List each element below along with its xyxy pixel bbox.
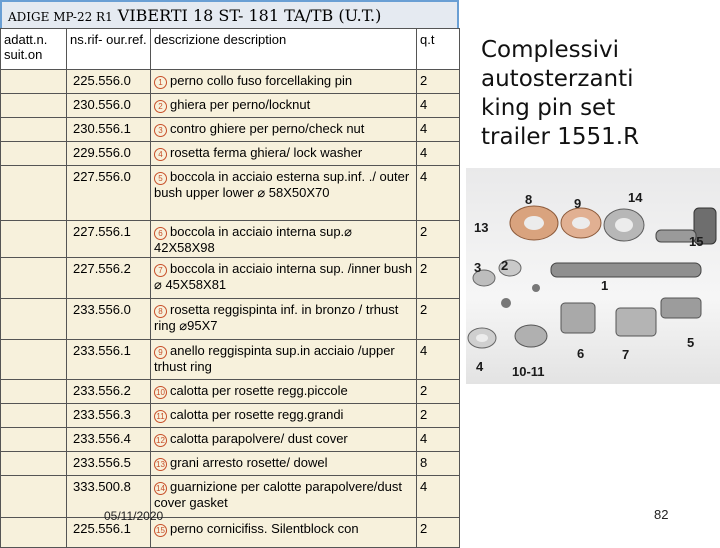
photo-label: 1 bbox=[601, 278, 609, 293]
description-text: rosetta ferma ghiera/ lock washer bbox=[170, 145, 363, 161]
table-row bbox=[1, 299, 460, 339]
table-row bbox=[1, 118, 460, 142]
description-cell bbox=[151, 221, 417, 258]
page-number: 82 bbox=[654, 507, 669, 522]
suit-cell bbox=[1, 166, 67, 221]
suit-cell bbox=[1, 118, 67, 142]
description-cell bbox=[151, 70, 417, 94]
suit-cell bbox=[1, 70, 67, 94]
description-cell bbox=[151, 142, 417, 166]
qty-cell: 2 bbox=[417, 403, 460, 427]
item-number-badge: 13 bbox=[154, 458, 167, 471]
ref-code-cell: 333.500.8 bbox=[67, 475, 151, 517]
suit-cell bbox=[1, 427, 67, 451]
photo-label: 14 bbox=[628, 190, 643, 205]
table-row bbox=[1, 475, 460, 517]
description-cell bbox=[151, 299, 417, 339]
suit-cell bbox=[1, 258, 67, 299]
table-row bbox=[1, 451, 460, 475]
table-row bbox=[1, 379, 460, 403]
table-row bbox=[1, 339, 460, 379]
qty-cell: 4 bbox=[417, 142, 460, 166]
photo-label: 7 bbox=[622, 347, 630, 362]
suit-cell bbox=[1, 94, 67, 118]
photo-label: 8 bbox=[525, 192, 533, 207]
table-row bbox=[1, 142, 460, 166]
side-title bbox=[481, 36, 716, 152]
header-suit: adatt.n. suit.on bbox=[1, 29, 67, 70]
qty-cell: 2 bbox=[417, 70, 460, 94]
photo-label: 15 bbox=[689, 234, 704, 249]
photo-label: 10-11 bbox=[512, 364, 545, 379]
ref-code-cell: 230.556.0 bbox=[67, 94, 151, 118]
description-cell bbox=[151, 166, 417, 221]
suit-cell bbox=[1, 379, 67, 403]
item-number-badge: 11 bbox=[154, 410, 167, 423]
description-cell bbox=[151, 475, 417, 517]
table-row bbox=[1, 94, 460, 118]
description-cell bbox=[151, 258, 417, 299]
ref-code-cell: 233.556.1 bbox=[67, 339, 151, 379]
item-number-badge: 15 bbox=[154, 524, 167, 537]
ref-code-cell: 227.556.1 bbox=[67, 221, 151, 258]
qty-cell: 4 bbox=[417, 339, 460, 379]
suit-cell bbox=[1, 451, 67, 475]
description-text: guarnizione per calotte parapolvere/dust cover gasket bbox=[154, 478, 402, 510]
photo-label: 5 bbox=[687, 335, 695, 350]
description-cell bbox=[151, 403, 417, 427]
ref-code-cell: 233.556.0 bbox=[67, 299, 151, 339]
description-cell bbox=[151, 94, 417, 118]
description-text: anello reggispinta sup.in acciaio /upper trhust ring bbox=[154, 342, 395, 374]
ref-code-cell: 233.556.4 bbox=[67, 427, 151, 451]
description-cell bbox=[151, 427, 417, 451]
description-text: calotta per rosette regg.piccole bbox=[170, 382, 348, 398]
qty-cell: 4 bbox=[417, 475, 460, 517]
side-title-line: Complessivi bbox=[481, 37, 620, 63]
table-row bbox=[1, 403, 460, 427]
header-description: descrizione description bbox=[151, 29, 417, 70]
description-cell bbox=[151, 118, 417, 142]
suit-cell bbox=[1, 142, 67, 166]
table-row bbox=[1, 70, 460, 94]
table-row bbox=[1, 427, 460, 451]
side-title-line: autosterzanti bbox=[481, 66, 634, 92]
item-number-badge: 9 bbox=[154, 346, 167, 359]
side-title-line: trailer 1551.R bbox=[481, 124, 640, 150]
page-title bbox=[0, 0, 459, 30]
ref-code-cell: 225.556.1 bbox=[67, 517, 151, 547]
qty-cell: 2 bbox=[417, 258, 460, 299]
description-text: contro ghiere per perno/check nut bbox=[170, 121, 365, 137]
item-number-badge: 2 bbox=[154, 100, 167, 113]
qty-cell: 2 bbox=[417, 517, 460, 547]
title-main: VIBERTI 18 ST- 181 TA/TB (U.T.) bbox=[117, 6, 382, 25]
qty-cell: 4 bbox=[417, 118, 460, 142]
photo-label: 2 bbox=[501, 258, 509, 273]
title-prefix: ADIGE MP-22 R1 bbox=[8, 10, 113, 24]
description-cell bbox=[151, 517, 417, 547]
qty-cell: 4 bbox=[417, 166, 460, 221]
side-title-line: king pin set bbox=[481, 95, 616, 121]
description-text: perno collo fuso forcellaking pin bbox=[170, 73, 353, 88]
header-qty: q.t bbox=[417, 29, 460, 70]
header-ref: ns.rif- our.ref. bbox=[67, 29, 151, 70]
qty-cell: 8 bbox=[417, 451, 460, 475]
item-number-badge: 3 bbox=[154, 124, 167, 137]
item-number-badge: 8 bbox=[154, 305, 167, 318]
item-number-badge: 7 bbox=[154, 264, 167, 277]
description-text: grani arresto rosette/ dowel bbox=[170, 454, 328, 470]
item-number-badge: 12 bbox=[154, 434, 167, 447]
photo-label: 4 bbox=[476, 359, 484, 374]
parts-table bbox=[0, 28, 460, 548]
description-cell bbox=[151, 451, 417, 475]
ref-code-cell: 233.556.2 bbox=[67, 379, 151, 403]
description-text: rosetta reggispinta inf. in bronzo / trhust ring ⌀95X7 bbox=[154, 302, 399, 334]
item-number-badge: 14 bbox=[154, 482, 167, 495]
ref-code-cell: 227.556.2 bbox=[67, 258, 151, 299]
item-number-badge: 5 bbox=[154, 172, 167, 185]
ref-code-cell: 225.556.0 bbox=[67, 70, 151, 94]
qty-cell: 4 bbox=[417, 427, 460, 451]
qty-cell: 2 bbox=[417, 299, 460, 339]
suit-cell bbox=[1, 339, 67, 379]
item-number-badge: 1 bbox=[154, 76, 167, 89]
description-cell bbox=[151, 379, 417, 403]
parts-photo bbox=[466, 168, 720, 384]
description-text: boccola in acciaio interna sup.⌀ 42X58X98 bbox=[154, 224, 352, 256]
description-text: ghiera per perno/locknut bbox=[170, 97, 311, 113]
suit-cell bbox=[1, 221, 67, 258]
photo-label: 3 bbox=[474, 260, 482, 275]
suit-cell bbox=[1, 475, 67, 517]
suit-cell bbox=[1, 517, 67, 547]
table-row bbox=[1, 517, 460, 547]
photo-label: 6 bbox=[577, 346, 585, 361]
table-row bbox=[1, 258, 460, 299]
photo-label: 9 bbox=[574, 196, 582, 211]
ref-code-cell: 233.556.3 bbox=[67, 403, 151, 427]
ref-code-cell: 233.556.5 bbox=[67, 451, 151, 475]
item-number-badge: 6 bbox=[154, 227, 167, 240]
description-text: calotta parapolvere/ dust cover bbox=[170, 430, 348, 446]
description-text: calotta per rosette regg.grandi bbox=[170, 406, 344, 422]
description-text: boccola in acciaio interna sup. /inner bush ⌀ 45X58X81 bbox=[154, 261, 413, 293]
photo-label: 13 bbox=[474, 220, 489, 235]
description-text: perno cornicifiss. Silentblock con bbox=[170, 520, 359, 536]
table-row bbox=[1, 166, 460, 221]
ref-code-cell: 230.556.1 bbox=[67, 118, 151, 142]
item-number-badge: 10 bbox=[154, 386, 167, 399]
suit-cell bbox=[1, 403, 67, 427]
description-text: boccola in acciaio esterna sup.inf. ./ outer bush upper lower ⌀ 58X50X70 bbox=[154, 169, 410, 201]
suit-cell bbox=[1, 299, 67, 339]
table-row bbox=[1, 221, 460, 258]
ref-code-cell: 227.556.0 bbox=[67, 166, 151, 221]
qty-cell: 4 bbox=[417, 94, 460, 118]
parts-body bbox=[1, 70, 460, 548]
table-header-row bbox=[1, 29, 460, 70]
item-number-badge: 4 bbox=[154, 148, 167, 161]
qty-cell: 2 bbox=[417, 379, 460, 403]
ref-code-cell: 229.556.0 bbox=[67, 142, 151, 166]
parts-photo-svg bbox=[466, 168, 720, 384]
footer-date: 05/11/2020 bbox=[104, 509, 164, 523]
description-cell bbox=[151, 339, 417, 379]
qty-cell: 2 bbox=[417, 221, 460, 258]
